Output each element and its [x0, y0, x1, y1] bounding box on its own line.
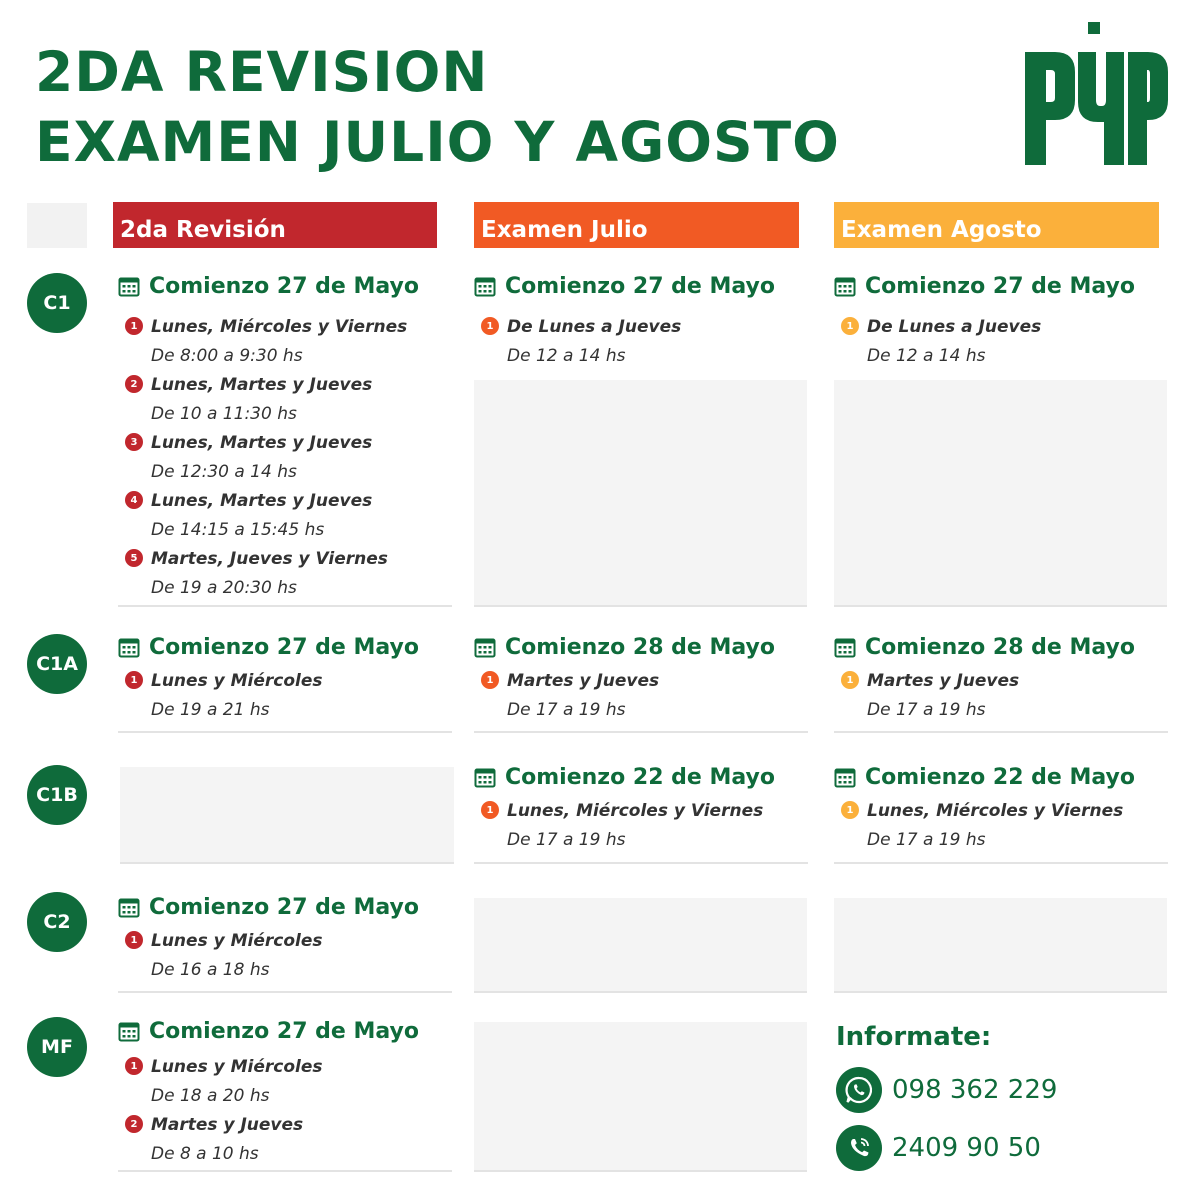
item-hours: De 19 a 20:30 hs: [151, 578, 297, 598]
column-header-revision: 2da Revisión: [113, 202, 437, 248]
item-number-badge: 1: [481, 671, 499, 689]
item-days: Martes, Jueves y Viernes: [151, 549, 388, 569]
row-badge-mf: MF: [27, 1017, 87, 1077]
item-number-badge: 4: [125, 491, 143, 509]
item-hours: De 18 a 20 hs: [151, 1086, 270, 1106]
item-days: De Lunes a Jueves: [867, 317, 1042, 337]
cell-title: Comienzo 22 de Mayo: [865, 764, 1136, 790]
calendar-icon: [118, 275, 140, 297]
item-days: Lunes y Miércoles: [151, 671, 323, 691]
schedule-cell-c1b-julio: [474, 759, 808, 864]
item-days: Lunes, Miércoles y Viernes: [867, 801, 1124, 821]
schedule-cell-c1-julio: [474, 268, 808, 380]
brand-logo: [1020, 22, 1170, 167]
page-title-line2: EXAMEN JULIO Y AGOSTO: [35, 110, 840, 174]
list-item: [118, 667, 452, 725]
item-number-badge: 1: [841, 317, 859, 335]
item-number-badge: 1: [481, 801, 499, 819]
column-header-julio: Examen Julio: [474, 202, 799, 248]
empty-placeholder: [474, 898, 807, 993]
item-hours: De 19 a 21 hs: [151, 700, 270, 720]
item-hours: De 17 a 19 hs: [867, 700, 986, 720]
list-item: [474, 797, 808, 855]
phone-icon: [836, 1125, 882, 1171]
item-hours: De 17 a 19 hs: [507, 700, 626, 720]
item-hours: De 17 a 19 hs: [867, 830, 986, 850]
empty-placeholder: [474, 1022, 807, 1172]
item-hours: De 17 a 19 hs: [507, 830, 626, 850]
item-hours: De 16 a 18 hs: [151, 960, 270, 980]
schedule-cell-c1a-revision: [118, 629, 452, 733]
item-number-badge: 1: [841, 801, 859, 819]
item-hours: De 8 a 10 hs: [151, 1144, 259, 1164]
phone-contact[interactable]: [836, 1125, 1041, 1171]
item-days: Martes y Jueves: [151, 1115, 304, 1135]
calendar-icon: [118, 1020, 140, 1042]
item-number-badge: 5: [125, 549, 143, 567]
cell-title: Comienzo 27 de Mayo: [149, 273, 420, 299]
item-hours: De 12 a 14 hs: [867, 346, 986, 366]
row-badge-c1b: C1B: [27, 765, 87, 825]
list-item: [834, 667, 1168, 725]
contact-title: Informate:: [836, 1022, 992, 1052]
item-number-badge: 1: [841, 671, 859, 689]
phone-number: 2409 90 50: [892, 1133, 1041, 1163]
empty-placeholder: [120, 767, 454, 864]
calendar-icon: [118, 636, 140, 658]
whatsapp-icon: [836, 1067, 882, 1113]
item-hours: De 12:30 a 14 hs: [151, 462, 297, 482]
list-item: [834, 797, 1168, 855]
item-days: Lunes, Miércoles y Viernes: [507, 801, 764, 821]
item-number-badge: 1: [125, 931, 143, 949]
item-days: Martes y Jueves: [507, 671, 660, 691]
empty-placeholder: [474, 380, 807, 607]
cell-title: Comienzo 28 de Mayo: [865, 634, 1136, 660]
whatsapp-number: 098 362 229: [892, 1075, 1058, 1105]
calendar-icon: [834, 275, 856, 297]
item-days: Lunes, Martes y Jueves: [151, 433, 373, 453]
list-item: [118, 1053, 452, 1111]
cell-title: Comienzo 27 de Mayo: [149, 634, 420, 660]
item-hours: De 12 a 14 hs: [507, 346, 626, 366]
row-badge-c1: C1: [27, 273, 87, 333]
list-item: [118, 927, 452, 985]
item-number-badge: 1: [481, 317, 499, 335]
schedule-cell-c1b-agosto: [834, 759, 1168, 864]
list-item: [118, 371, 452, 429]
cell-title: Comienzo 27 de Mayo: [865, 273, 1136, 299]
calendar-icon: [118, 896, 140, 918]
item-hours: De 8:00 a 9:30 hs: [151, 346, 303, 366]
list-item: [834, 313, 1168, 371]
item-days: Lunes y Miércoles: [151, 931, 323, 951]
schedule-cell-c1a-agosto: [834, 629, 1168, 733]
item-days: De Lunes a Jueves: [507, 317, 682, 337]
schedule-cell-c2-revision: [118, 889, 452, 993]
schedule-cell-mf-revision: [118, 1013, 452, 1172]
page-title-line1: 2DA REVISION: [35, 40, 489, 104]
item-number-badge: 1: [125, 317, 143, 335]
item-hours: De 10 a 11:30 hs: [151, 404, 297, 424]
calendar-icon: [474, 275, 496, 297]
cell-title: Comienzo 28 de Mayo: [505, 634, 776, 660]
item-days: Lunes, Miércoles y Viernes: [151, 317, 408, 337]
calendar-icon: [834, 766, 856, 788]
list-item: [118, 313, 452, 371]
calendar-icon: [474, 766, 496, 788]
list-item: [118, 487, 452, 545]
item-hours: De 14:15 a 15:45 hs: [151, 520, 325, 540]
column-header-agosto: Examen Agosto: [834, 202, 1159, 248]
item-number-badge: 1: [125, 1057, 143, 1075]
item-days: Lunes, Martes y Jueves: [151, 375, 373, 395]
item-days: Lunes y Miércoles: [151, 1057, 323, 1077]
schedule-cell-c1-revision: [118, 268, 452, 607]
item-days: Martes y Jueves: [867, 671, 1020, 691]
item-number-badge: 1: [125, 671, 143, 689]
schedule-cell-c1-agosto: [834, 268, 1168, 380]
schedule-cell-c1a-julio: [474, 629, 808, 733]
cell-title: Comienzo 27 de Mayo: [505, 273, 776, 299]
empty-placeholder: [834, 380, 1167, 607]
item-number-badge: 2: [125, 1115, 143, 1133]
list-item: [118, 429, 452, 487]
calendar-icon: [834, 636, 856, 658]
cell-title: Comienzo 22 de Mayo: [505, 764, 776, 790]
item-days: Lunes, Martes y Jueves: [151, 491, 373, 511]
list-item: [474, 313, 808, 371]
cell-title: Comienzo 27 de Mayo: [149, 1018, 420, 1044]
whatsapp-contact[interactable]: [836, 1067, 1057, 1113]
cell-title: Comienzo 27 de Mayo: [149, 894, 420, 920]
list-item: [118, 1111, 452, 1169]
list-item: [118, 545, 452, 603]
empty-placeholder: [834, 898, 1167, 993]
item-number-badge: 2: [125, 375, 143, 393]
header-corner-placeholder: [27, 203, 87, 248]
list-item: [474, 667, 808, 725]
row-badge-c2: C2: [27, 892, 87, 952]
row-badge-c1a: C1A: [27, 634, 87, 694]
calendar-icon: [474, 636, 496, 658]
item-number-badge: 3: [125, 433, 143, 451]
